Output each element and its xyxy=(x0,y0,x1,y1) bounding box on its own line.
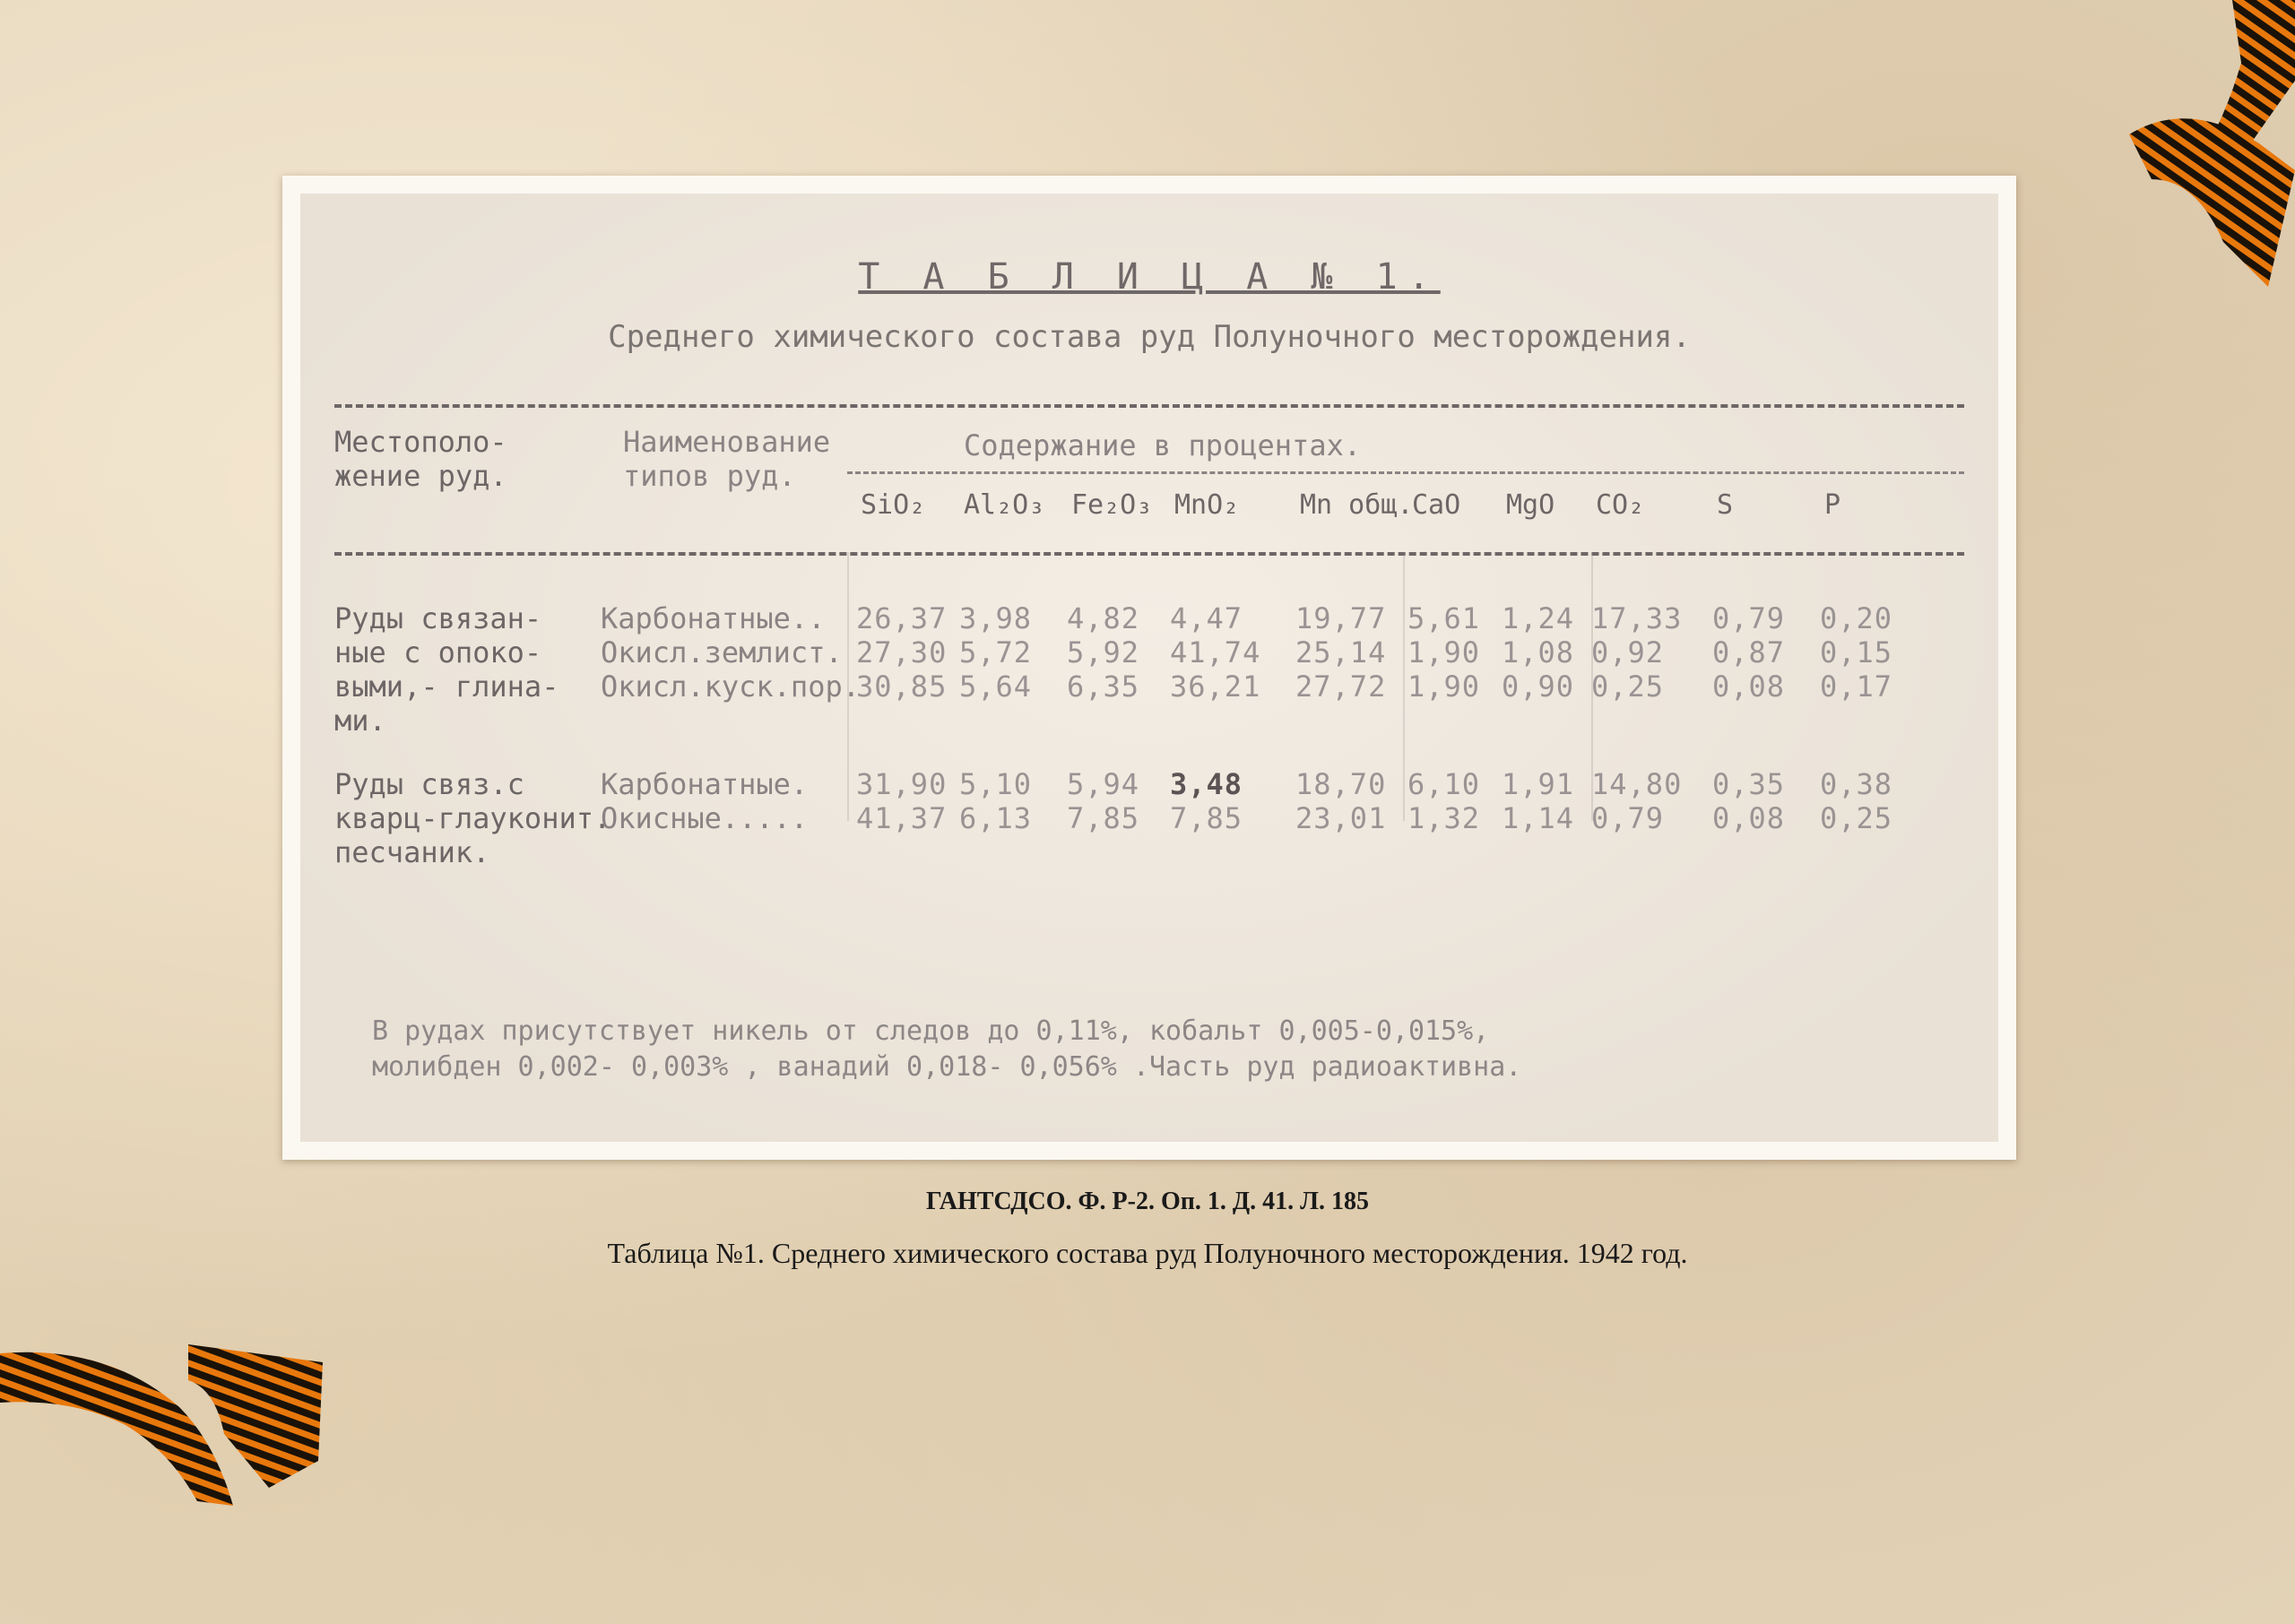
table-cell: 17,33 xyxy=(1591,601,1683,635)
table-cell: 1,24 xyxy=(1502,601,1575,635)
column-header: CO₂ xyxy=(1596,489,1645,521)
header-bottom-rule xyxy=(334,552,1964,556)
table-cell: 6,10 xyxy=(1407,767,1481,801)
column-header: Fe₂O₃ xyxy=(1071,489,1153,521)
table-cell: 0,20 xyxy=(1820,601,1893,635)
table-cell: 6,13 xyxy=(959,801,1033,835)
image-caption: Таблица №1. Среднего химического состава руд Полуночного месторождения. 1942 год. xyxy=(607,1237,1688,1269)
table-cell: 0,79 xyxy=(1591,801,1665,835)
table-cell: 0,92 xyxy=(1591,635,1665,669)
table-cell: 0,38 xyxy=(1820,767,1893,801)
column-divider xyxy=(1403,552,1405,821)
archive-reference: ГАНТСДСО. Ф. Р-2. Оп. 1. Д. 41. Л. 185 xyxy=(925,1188,1370,1215)
column-header: MgO xyxy=(1506,489,1555,521)
table-cell: 5,64 xyxy=(959,669,1033,704)
table-cell: 5,72 xyxy=(959,635,1033,669)
table-cell: 5,94 xyxy=(1067,767,1140,801)
ore-location: Руды связ.с кварц-глауконит. песчаник. xyxy=(334,767,611,869)
table-cell: 1,32 xyxy=(1407,801,1481,835)
table-cell: 0,79 xyxy=(1712,601,1786,635)
ore-type-name: Карбонатные. xyxy=(601,767,809,801)
table-cell: 3,98 xyxy=(959,601,1033,635)
column-header: Al₂O₃ xyxy=(964,489,1045,521)
column-header: Mn общ. xyxy=(1300,489,1414,521)
table-cell: 4,82 xyxy=(1067,601,1140,635)
table-cell: 7,85 xyxy=(1067,801,1140,835)
ore-type-name: Окисл.землист. xyxy=(601,635,843,669)
table-subtitle: Среднего химического состава руд Полуночного месторождения. xyxy=(608,319,1691,355)
table-cell: 0,25 xyxy=(1591,669,1665,704)
table-cell: 18,70 xyxy=(1295,767,1387,801)
st-george-ribbon-bottom-left xyxy=(0,1326,341,1524)
table-cell: 1,91 xyxy=(1502,767,1575,801)
table-cell: 0,35 xyxy=(1712,767,1786,801)
ore-location: Руды связан- ные с опоко- выми,- глина- ми. xyxy=(334,601,559,738)
sub-header-rule xyxy=(847,471,1964,474)
top-rule xyxy=(334,404,1964,408)
table-cell: 25,14 xyxy=(1295,635,1387,669)
table-cell: 0,17 xyxy=(1820,669,1893,704)
table-cell: 3,48 xyxy=(1170,767,1243,801)
table-cell: 0,08 xyxy=(1712,669,1786,704)
document-photo xyxy=(282,176,2016,1160)
table-cell: 41,74 xyxy=(1170,635,1261,669)
column-header: P xyxy=(1824,489,1841,521)
table-cell: 6,35 xyxy=(1067,669,1140,704)
table-cell: 5,61 xyxy=(1407,601,1481,635)
column-header: MnO₂ xyxy=(1174,489,1240,521)
table-cell: 0,15 xyxy=(1820,635,1893,669)
table-cell: 27,30 xyxy=(856,635,948,669)
table-cell: 23,01 xyxy=(1295,801,1387,835)
table-cell: 14,80 xyxy=(1591,767,1683,801)
table-cell: 31,90 xyxy=(856,767,948,801)
table-cell: 5,10 xyxy=(959,767,1033,801)
table-cell: 41,37 xyxy=(856,801,948,835)
typed-sheet xyxy=(300,194,1998,1142)
table-cell: 4,47 xyxy=(1170,601,1243,635)
table-cell: 5,92 xyxy=(1067,635,1140,669)
table-cell: 26,37 xyxy=(856,601,948,635)
ore-type-name: Окисные..... xyxy=(601,801,809,835)
column-header: CaO xyxy=(1412,489,1461,521)
header-location: Местополо- жение руд. xyxy=(334,425,507,493)
column-header: SiO₂ xyxy=(861,489,926,521)
table-title: Т А Б Л И Ц А № 1. xyxy=(858,256,1441,298)
table-cell: 7,85 xyxy=(1170,801,1243,835)
ore-type-name: Окисл.куск.пор. xyxy=(601,669,860,704)
table-cell: 36,21 xyxy=(1170,669,1261,704)
table-cell: 0,08 xyxy=(1712,801,1786,835)
table-cell: 30,85 xyxy=(856,669,948,704)
table-cell: 1,14 xyxy=(1502,801,1575,835)
footnote: В рудах присутствует никель от следов до 0,11%, кобальт 0,005-0,015%, молибден 0,002- 0,003% , ванадий 0,018- 0,056% .Часть руд радиоактивна. xyxy=(372,1015,1522,1083)
table-cell: 1,90 xyxy=(1407,635,1481,669)
table-cell: 1,08 xyxy=(1502,635,1575,669)
header-content: Содержание в процентах. xyxy=(964,428,1362,462)
table-cell: 1,90 xyxy=(1407,669,1481,704)
table-cell: 27,72 xyxy=(1295,669,1387,704)
ore-type-name: Карбонатные.. xyxy=(601,601,826,635)
table-cell: 0,90 xyxy=(1502,669,1575,704)
table-cell: 19,77 xyxy=(1295,601,1387,635)
st-george-ribbon-top-right xyxy=(2116,0,2295,305)
column-header: S xyxy=(1717,489,1734,521)
header-ore-type: Наименование типов руд. xyxy=(623,425,831,493)
table-cell: 0,25 xyxy=(1820,801,1893,835)
table-cell: 0,87 xyxy=(1712,635,1786,669)
